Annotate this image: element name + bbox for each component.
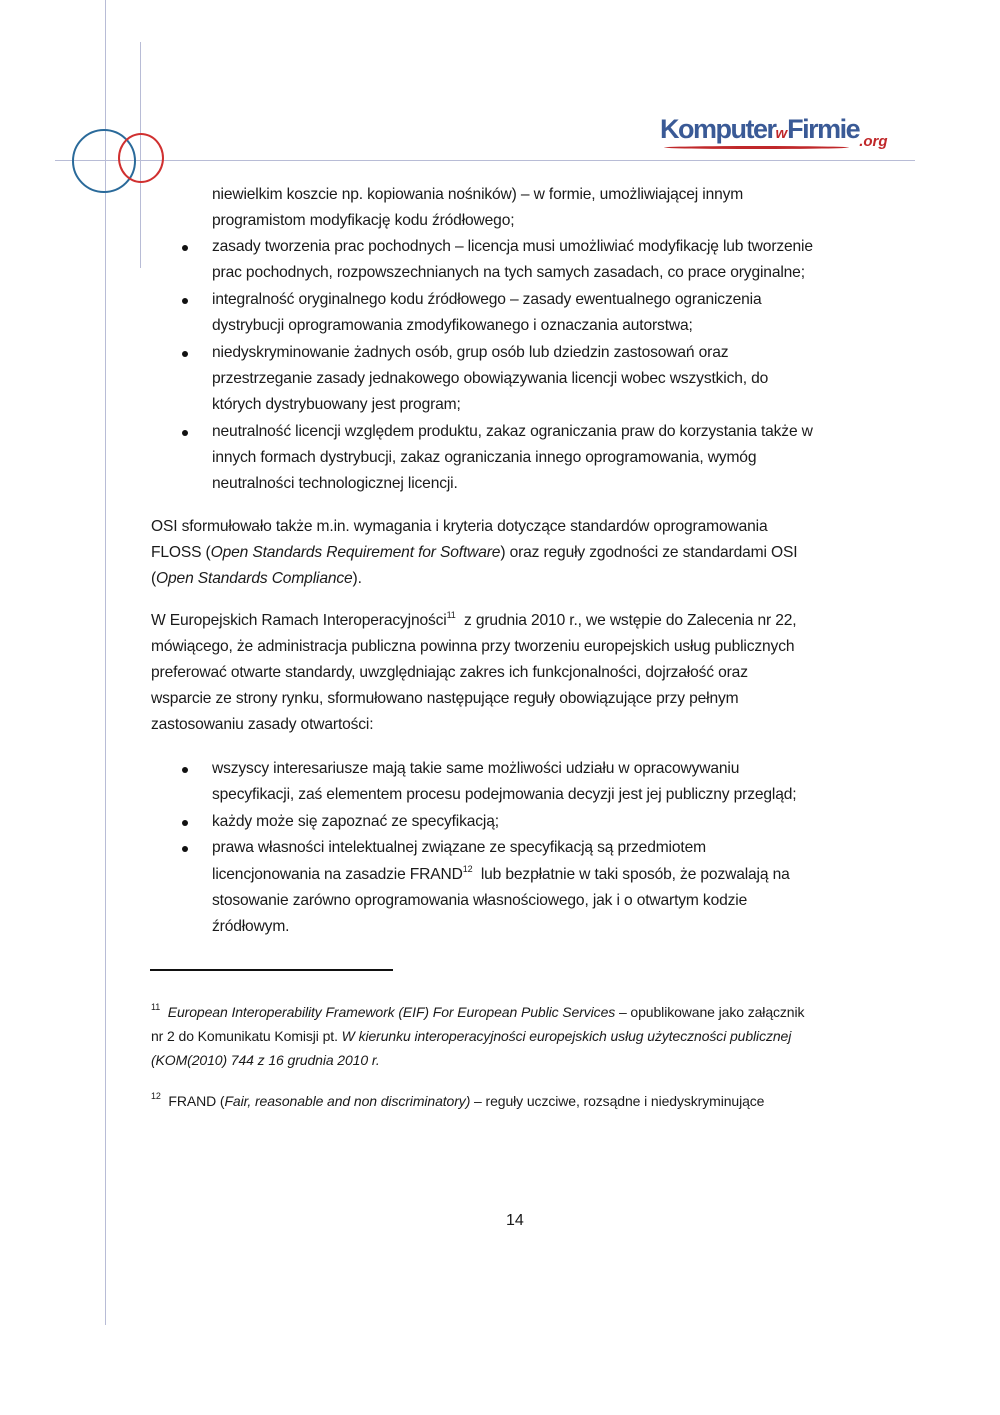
text-line	[212, 838, 706, 858]
text-segment: specyfikacji, zaś elementem procesu podejmowania decyzji jest jej publiczny przegląd;	[212, 786, 797, 803]
italic-text: Fair, reasonable and non discriminatory)	[224, 1093, 471, 1109]
text-segment	[160, 1004, 168, 1020]
text-line	[212, 316, 693, 336]
logo-main: Komputer	[660, 114, 776, 144]
text-segment: neutralność licencji względem produktu, zakaz ograniczania praw do korzystania także w	[212, 423, 813, 440]
decorative-circle-red	[118, 133, 164, 183]
footnote-reference: 11	[446, 610, 456, 620]
text-segment: OSI sformułowało także m.in. wymagania i kryteria dotyczące standardów oprogramowania	[151, 518, 768, 535]
text-segment: przestrzeganie zasady jednakowego obowiązywania licencji wobec wszystkich, do	[212, 370, 769, 387]
text-segment: integralność oryginalnego kodu źródłowego – zasady ewentualnego ograniczenia	[212, 291, 762, 308]
bullet-icon	[182, 351, 188, 357]
komputerwfirmie-logo	[660, 114, 888, 150]
text-line	[212, 185, 743, 205]
text-line	[212, 812, 499, 832]
text-line	[212, 917, 289, 937]
text-line	[151, 543, 797, 563]
bullet-icon	[182, 820, 188, 826]
footnote-reference: 12	[462, 864, 473, 874]
bullet-icon	[182, 298, 188, 304]
text-segment: źródłowym.	[212, 918, 290, 935]
italic-text: (KOM(2010) 744 z 16 grudnia 2010 r.	[151, 1052, 380, 1068]
bullet-icon	[182, 430, 188, 436]
italic-text: European Interoperability Framework (EIF) For European Public Services	[167, 1004, 616, 1020]
text-segment: których dystrybuowany jest program;	[212, 396, 461, 413]
text-line	[151, 611, 796, 631]
text-line	[212, 422, 813, 442]
footnote-separator	[150, 969, 393, 971]
text-line	[212, 865, 790, 885]
text-segment: wsparcie ze strony rynku, sformułowano następujące reguły obowiązujące przy pełnym	[151, 690, 739, 707]
text-segment: (	[151, 570, 157, 587]
text-segment: prac pochodnych, rozpowszechnianych na tych samych zasadach, co prace oryginalne;	[212, 264, 805, 281]
text-line	[151, 1026, 791, 1046]
text-segment: innych formach dystrybucji, zakaz ograniczania innego oprogramowania, wymóg	[212, 449, 757, 466]
text-segment: lub bezpłatnie w taki sposób, że pozwalają na	[472, 866, 790, 883]
text-line	[151, 689, 738, 709]
logo-w: w	[775, 125, 788, 142]
text-line	[212, 474, 458, 494]
footnote-reference: 11	[151, 1002, 161, 1012]
text-line	[212, 759, 739, 779]
text-line	[212, 395, 461, 415]
text-segment: programistom modyfikację kodu źródłowego;	[212, 212, 515, 229]
italic-text: Open Standards Compliance	[156, 570, 353, 587]
text-segment: ) oraz reguły zgodności ze standardami OSI	[500, 544, 798, 561]
text-segment: niedyskryminowanie żadnych osób, grup osób lub dziedzin zastosowań oraz	[212, 344, 729, 361]
text-line	[212, 290, 762, 310]
logo-firmie: Firmie	[787, 114, 860, 144]
text-line	[151, 715, 373, 735]
bullet-icon	[182, 245, 188, 251]
text-segment: neutralności technologicznej licencji.	[212, 475, 458, 492]
bullet-icon	[182, 846, 188, 852]
text-segment: każdy może się zapoznać ze specyfikacją;	[212, 813, 499, 830]
text-line	[212, 237, 813, 257]
text-line	[151, 1050, 380, 1070]
page-guide-vertical-left	[105, 0, 106, 1325]
page-number: 14	[506, 1212, 524, 1229]
bullet-icon	[182, 767, 188, 773]
text-segment: nr 2 do Komunikatu Komisji pt.	[151, 1028, 342, 1044]
text-segment: mówiącego, że administracja publiczna powinna przy tworzeniu europejskich usług publicznych	[151, 638, 795, 655]
text-line	[212, 785, 796, 805]
text-line	[151, 663, 748, 683]
text-segment: – opublikowane jako załącznik	[615, 1004, 805, 1020]
text-segment: stosowanie zarówno oprogramowania własnościowego, jak i o otwartym kodzie	[212, 892, 748, 909]
text-segment: prawa własności intelektualnej związane ze specyfikacją są przedmiotem	[212, 839, 706, 856]
text-line	[151, 1002, 804, 1022]
text-segment: zastosowaniu zasady otwartości:	[151, 716, 374, 733]
text-line	[151, 1091, 764, 1111]
text-segment: W Europejskich Ramach Interoperacyjności	[151, 612, 447, 629]
text-segment: wszyscy interesariusze mają takie same możliwości udziału w opracowywaniu	[212, 760, 740, 777]
text-line	[151, 517, 767, 537]
text-segment: licencjonowania na zasadzie FRAND	[212, 866, 463, 883]
italic-text: W kierunku interoperacyjności europejskich usług użyteczności publicznej	[341, 1028, 792, 1044]
text-segment: ).	[352, 570, 362, 587]
text-segment: FLOSS (	[151, 544, 211, 561]
text-line	[151, 637, 794, 657]
text-segment: preferować otwarte standardy, uwzględniając zakres ich funkcjonalności, dojrzałość oraz	[151, 664, 748, 681]
text-segment: – reguły uczciwe, rozsądne i niedyskryminujące	[470, 1093, 765, 1109]
italic-text: Open Standards Requirement for Software	[210, 544, 501, 561]
text-segment: niewielkim koszcie np. kopiowania nośników) – w formie, umożliwiającej innym	[212, 186, 744, 203]
logo-swoosh	[664, 146, 849, 149]
text-segment: dystrybucji oprogramowania zmodyfikowanego i oznaczania autorstwa;	[212, 317, 693, 334]
text-line	[212, 263, 805, 283]
logo-org: .org	[859, 133, 888, 150]
text-segment: z grudnia 2010 r., we wstępie do Zalecenia nr 22,	[455, 612, 797, 629]
text-segment: zasady tworzenia prac pochodnych – licencja musi umożliwiać modyfikację lub tworzenie	[212, 238, 813, 255]
text-line	[212, 343, 728, 363]
footnote-reference: 12	[151, 1091, 161, 1101]
page-guide-horizontal	[55, 160, 915, 161]
text-segment: FRAND (	[160, 1093, 225, 1109]
text-line	[212, 448, 756, 468]
text-line	[151, 569, 362, 589]
text-line	[212, 369, 768, 389]
text-line	[212, 211, 514, 231]
text-line	[212, 891, 747, 911]
